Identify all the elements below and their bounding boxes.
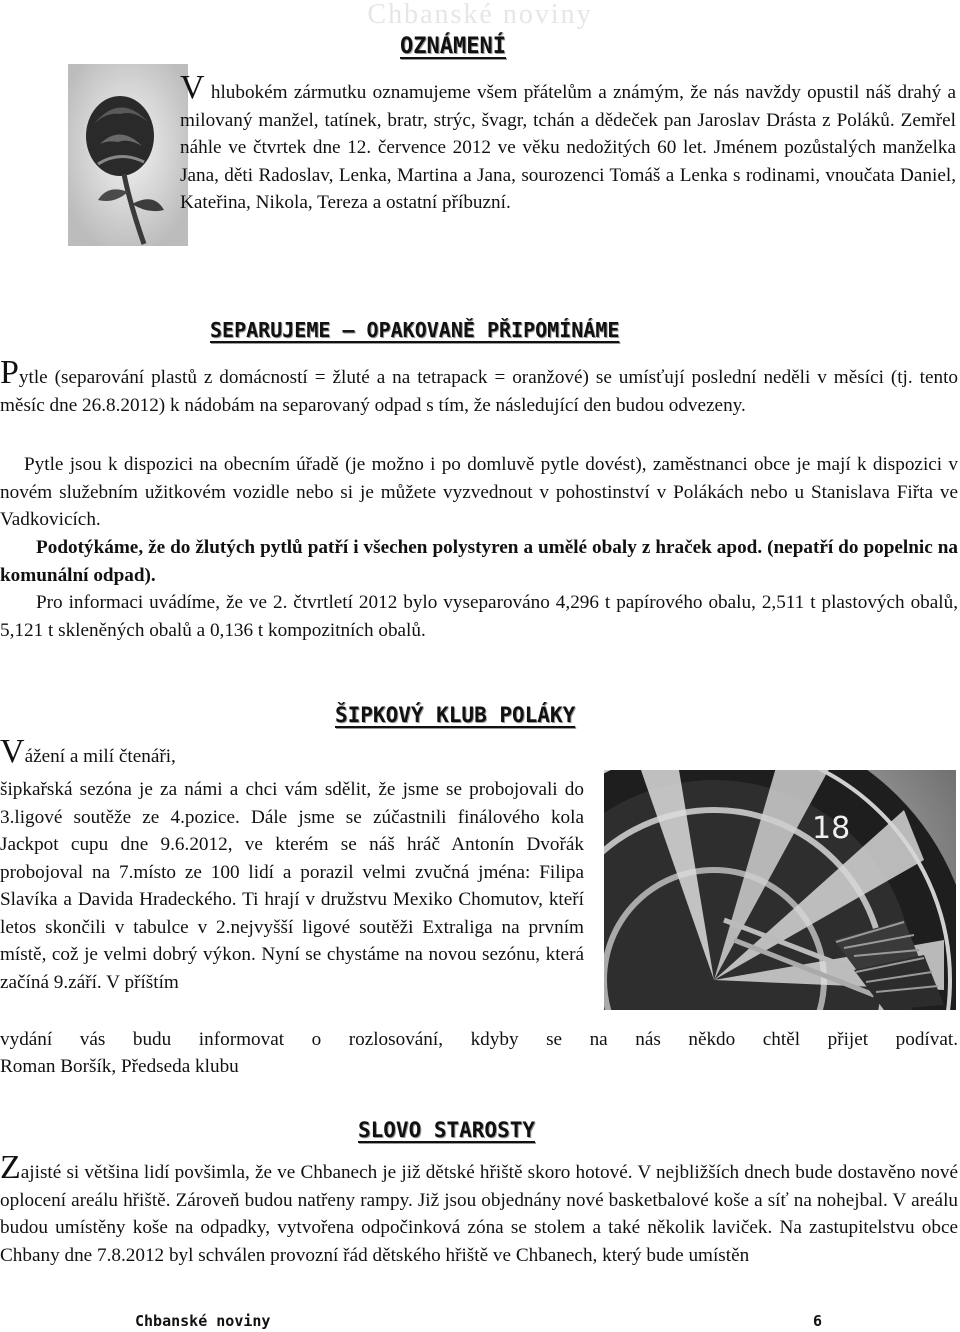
separujeme-para3: Podotýkáme, že do žlutých pytlů patří i všechen polystyren a umělé obaly z hraček apod. (nepatří do popelnic na komunální odpad). (0, 537, 958, 586)
oznameni-heading: OZNÁMENÍ (400, 34, 506, 59)
slovo-heading: SLOVO STAROSTY (358, 1118, 536, 1142)
sipkovy-heading: ŠIPKOVÝ KLUB POLÁKY (335, 703, 576, 727)
footer-page-number: 6 (813, 1312, 823, 1330)
masthead: Chbanské noviny (367, 0, 593, 30)
sipkovy-signature: Roman Boršík, Předseda klubu (0, 1056, 239, 1077)
board-number-18: 18 (812, 811, 851, 846)
sipkovy-body-end: vydání vás budu informovat o rozlosování, kdyby se na nás někdo chtěl přijet podívat. (0, 1029, 958, 1050)
sipkovy-greeting: Vážení a milí čtenáři, (0, 733, 176, 770)
separujeme-dropcap: P (0, 354, 19, 391)
sipkovy-dropcap: V (0, 733, 25, 770)
separujeme-para1: Pytle (separování plastů z domácností = žluté a na tetrapack = oranžové) se umísťují poslední neděli v měsíci (tj. tento měsíc dne 26.8.2012) k nádobám na separovaný odpad s tím, že následující den budou odvezeny. (0, 354, 958, 416)
dartboard-photo (604, 770, 956, 1010)
separujeme-heading: SEPARUJEME – OPAKOVANĚ PŘIPOMÍNÁME (210, 318, 620, 342)
separujeme-para2: Pytle jsou k dispozici na obecním úřadě (je možno i po domluvě pytle dovést), zaměstnanci obce je mají k dispozici v novém služebním užitkovém vozidle nebo si je můžete vyzvednout v pohostinství v Polákách nebo u Stanislava Fiřta ve Vadkovicích. (0, 454, 958, 530)
rose-photo (68, 64, 188, 246)
separujeme-para4: Pro informaci uvádíme, že ve 2. čtvrtletí 2012 bylo vyseparováno 4,296 t papírového obalu, 2,511 t plastových obalů, 5,121 t skleněných obalů a 0,136 t kompozitních obalů. (0, 592, 958, 641)
footer-title: Chbanské noviny (135, 1312, 271, 1330)
slovo-dropcap: Z (0, 1149, 21, 1186)
oznameni-dropcap: V (180, 69, 205, 106)
sipkovy-body: šipkařská sezóna je za námi a chci vám sdělit, že jsme se probojovali do 3.ligové soutěže ze 4.pozice. Dále jsme se zúčastnili finálového kola Jackpot cupu dne 9.6.2012, ve kterém se náš hráč Antonín Dvořák probojoval na 7.místo ze 100 lidí a porazil velmi zvučná jména: Filipa Slavíka a Davida Hradeckého. Ti hrají v družstvu Mexiko Chomutov, kteří letos skončili v tabulce v 2.nejvyšší ligové soutěži Extraliga na prvním místě, což je velmi dobrý výkon. Nyní se chystáme na novou sezónu, která začíná 9.září. V příštím (0, 779, 584, 993)
oznameni-text: V hlubokém zármutku oznamujeme všem přátelům a známým, že nás navždy opustil náš drahý a milovaný manžel, tatínek, bratr, strýc, švagr, tchán a dědeček pan Jaroslav Drásta z Poláků. Zemřel náhle ve čtvrtek dne 12. července 2012 ve věku nedožitých 60 let. Jménem pozůstalých manželka Jana, děti Radoslav, Lenka, Martina a Jana, sourozenci Tomáš a Lenka s rodinami, vnoučata Daniel, Kateřina, Nikola, Tereza a ostatní příbuzní. (180, 69, 956, 213)
slovo-text: Zajisté si většina lidí povšimla, že ve Chbanech je již dětské hřiště skoro hotové. V nejbližších dnech bude dostavěno nové oplocení areálu hřiště. Zároveň budou natřeny rampy. Již jsou objednány nové basketbalové koše a síť na nohejbal. V areálu budou umístěny koše na odpadky, vytvořena odpočinková zóna se stolem a také několik laviček. Na zastupitelstvu obce Chbany dne 7.8.2012 byl schválen provozní řád dětského hřiště ve Chbanech, který bude umístěn (0, 1149, 958, 1266)
